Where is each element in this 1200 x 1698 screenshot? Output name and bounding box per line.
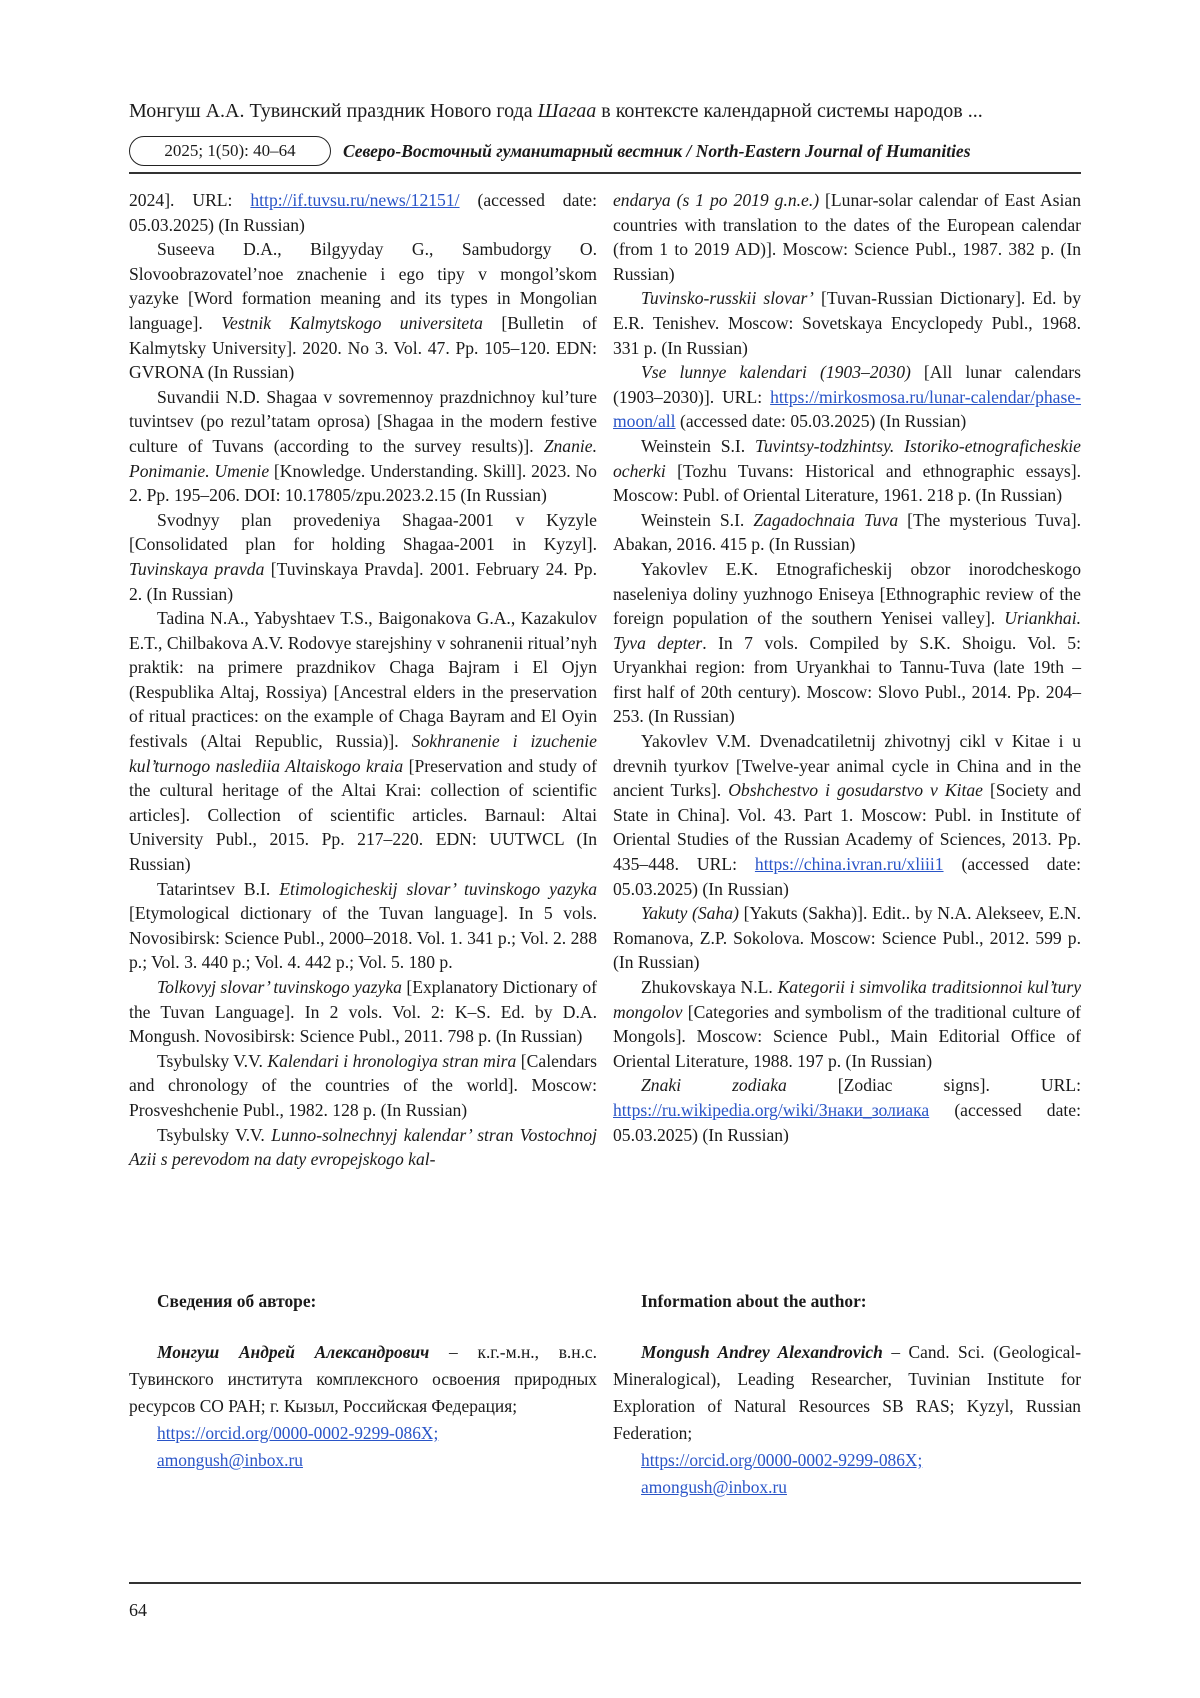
author-info-english — [613, 1288, 1081, 1501]
footer-divider — [129, 1582, 1081, 1584]
reference-link[interactable]: https://mirkosmosa.ru/lunar-calendar/phase-moon/all — [613, 386, 1081, 432]
references-left-column — [129, 188, 597, 1172]
reference-item: Svodnyy plan provedeniya Shagaa-2001 v Kyzyle [Consolidated plan for holding Shagaa-2001 in Kyzyl]. Tuvinskaya pravda [Tuvinskaya Pravda]. 2001. February 24. Pp. 2. (In Russian) — [129, 509, 598, 604]
reference-item: Tatarintsev B.I. Etimologicheskij slovar’ tuvinskogo yazyka [Etymological dictionary of the Tuvan language]. In 5 vols. Novosibirsk: Science Publ., 2000–2018. Vol. 1. 341 p.; Vol. 2. 288 p.; Vol. 3. 440 p.; Vol. 4. 442 p.; Vol. 5. 180 p. — [129, 878, 597, 973]
page-number: 64 — [129, 1600, 147, 1620]
reference-item: Weinstein S.I. Tuvintsy-todzhintsy. Istoriko-etnograficheskie ocherki [Tozhu Tuvans: Historical and ethnographic essays]. Moscow: Publ. of Oriental Literature, 1961. 218 p. (In Russian) — [613, 435, 1081, 506]
author-name: Монгуш Андрей Александрович — [157, 1342, 430, 1362]
author-heading: Information about the author: — [641, 1291, 867, 1311]
reference-item: Zhukovskaya N.L. Kategorii i simvolika traditsionnoi kul’tury mongolov [Categories and symbolism of the traditional culture of Mongols]. Moscow: Science Publ., Main Editorial Office of Oriental Literature, 1988. 197 p. (In Russian) — [613, 977, 1082, 1071]
reference-item: Znaki zodiaka [Zodiac signs]. URL: https://ru.wikipedia.org/wiki/Знаки_золиака (accessed date: 05.03.2025) (In Russian) — [613, 1075, 1081, 1145]
orcid-link[interactable]: https://orcid.org/0000-0002-9299-086X; — [641, 1450, 923, 1470]
journal-name: Северо-Восточный гуманитарный вестник / North-Eastern Journal of Humanities — [343, 141, 971, 161]
reference-item: Tadina N.A., Yabyshtaev T.S., Baigonakova G.A., Kazakulov E.T., Chilbakova A.V. Rodovye starejshiny v sohranenii ritual’nyh praktik: na primere prazdnikov Chaga Bajram i El Ojyn (Respublika Altaj, Rossiya) [Ancestral elders in the preservation of ritual practices: on the example of Chaga Bayram and El Oyin festivals (Altai Republic, Russia)]. Sokhranenie i izuchenie kul’turnogo naslediia Altaiskogo kraia [Preservation and study of the cultural heritage of the Altai Krai: collection of scientific articles]. Collection of scientific articles. Barnaul: Altai University Publ., 2015. Pp. 217–220. EDN: UUTWCL (In Russian) — [129, 608, 597, 875]
reference-item: Tuvinsko-russkii slovar’ [Tuvan-Russian Dictionary]. Ed. by E.R. Tenishev. Moscow: Sovetskaya Encyclopedy Publ., 1968. 331 p. (In Russian) — [613, 288, 1082, 358]
email-link[interactable]: amongush@inbox.ru — [641, 1477, 787, 1497]
references-right-column — [613, 188, 1081, 1147]
reference-item: Vse lunnye kalendari (1903–2030) [All lunar calendars (1903–2030)]. URL: https://mirkosmosa.ru/lunar-calendar/phase-moon/all (accessed date: 05.03.2025) (In Russian) — [613, 362, 1081, 432]
reference-link[interactable]: https://ru.wikipedia.org/wiki/Знаки_золиака — [613, 1099, 930, 1120]
reference-item: Suseeva D.A., Bilgyyday G., Sambudorgy O. Slovoobrazovatel’noe znachenie i ego tipy v mongol’skom yazyke [Word formation meaning and its types in Mongolian language]. Vestnik Kalmytskogo universiteta [Bulletin of Kalmytsky University]. 2020. No 3. Vol. 47. Pp. 105–120. EDN: GVRONA (In Russian) — [129, 239, 597, 383]
reference-item: Suvandii N.D. Shagaa v sovremennoy prazdnichnoy kul’ture tuvintsev (po rezul’tatam oprosa) [Shagaa in the modern festive culture of Tuvans (according to the survey results)]. Znanie. Ponimanie. Umenie [Knowledge. Understanding. Skill]. 2023. No 2. Pp. 195–206. DOI: 10.17805/zpu.2023.2.15 (In Russian) — [129, 386, 597, 506]
orcid-link[interactable]: https://orcid.org/0000-0002-9299-086X; — [157, 1423, 439, 1443]
author-description: Монгуш Андрей Александрович – к.г.-м.н., в.н.с. Тувинского института комплексного освоения природных ресурсов СО РАН; г. Кызыл, Российская Федерация; — [129, 1342, 597, 1416]
reference-item: 2024]. URL: http://if.tuvsu.ru/news/12151/ (accessed date: 05.03.2025) (In Russian) — [129, 190, 597, 235]
author-name: Mongush Andrey Alexandrovich — [641, 1342, 883, 1362]
reference-link[interactable]: https://china.ivran.ru/xliii1 — [754, 854, 944, 875]
reference-item: Yakuty (Saha) [Yakuts (Sakha)]. Edit.. by N.A. Alekseev, E.N. Romanova, Z.P. Sokolova. Moscow: Science Publ., 2012. 599 p. (In Russian) — [613, 903, 1081, 973]
reference-link[interactable]: http://if.tuvsu.ru/news/12151/ — [250, 190, 460, 210]
running-title-text-end: в контексте календарной системы народов ... — [596, 100, 983, 122]
journal-header — [129, 136, 1081, 174]
author-info-russian — [129, 1288, 597, 1474]
reference-item: endarya (s 1 po 2019 g.n.e.) [Lunar-solar calendar of East Asian countries with translation to the dates of the European calendar (from 1 to 2019 AD)]. Moscow: Science Publ., 1987. 382 p. (In Russian) — [613, 190, 1081, 284]
reference-item: Tsybulsky V.V. Lunno-solnechnyj kalendar’ stran Vostochnoj Azii s perevodom na daty evropejskogo kal- — [129, 1124, 597, 1170]
running-title — [129, 98, 1089, 124]
running-title-emphasis: Шагаа — [537, 100, 597, 122]
issue-badge: 2025; 1(50): 40–64 — [129, 136, 331, 166]
reference-item: Yakovlev E.K. Etnograficheskij obzor inorodcheskogo naseleniya doliny yuzhnogo Eniseya [Ethnographic review of the foreign population of the southern Yenisei valley]. Uriankhai. Tyva depter. In 7 vols. Compiled by S.K. Shoigu. Vol. 5: Uryankhai region: from Uryankhai to Tannu-Tuva (late 19th – first half of 20th century). Moscow: Slovo Publ., 2014. Pp. 204–253. (In Russian) — [613, 558, 1081, 727]
reference-item: Tsybulsky V.V. Kalendari i hronologiya stran mira [Calendars and chronology of the countries of the world]. Moscow: Prosveshchenie Publ., 1982. 128 p. (In Russian) — [129, 1050, 597, 1120]
author-heading: Сведения об авторе: — [157, 1291, 317, 1311]
reference-item: Tolkovyj slovar’ tuvinskogo yazyka [Explanatory Dictionary of the Tuvan Language]. In 2 vols. Vol. 2: K–S. Ed. by D.A. Mongush. Novosibirsk: Science Publ., 2011. 798 p. (In Russian) — [129, 977, 597, 1047]
reference-item: Yakovlev V.M. Dvenadcatiletnij zhivotnyj cikl v Kitae i u drevnih tyurkov [Twelve-year animal cycle in China and in the ancient Turks]. Obshchestvo i gosudarstvo v Kitae [Society and State in China]. Vol. 43. Part 1. Moscow: Publ. in Institute of Oriental Studies of the Russian Academy of Sciences, 2013. Pp. 435–448. URL: https://china.ivran.ru/xliii1 (accessed date: 05.03.2025) (In Russian) — [613, 731, 1081, 899]
running-title-text: Монгуш А.А. Тувинский праздник Нового года — [129, 100, 538, 122]
author-description: Mongush Andrey Alexandrovich – Cand. Sci. (Geological-Mineralogical), Leading Researcher, Tuvinian Institute for Exploration of Natural Resources SB RAS; Kyzyl, Russian Federation; — [613, 1342, 1082, 1443]
reference-item: Weinstein S.I. Zagadochnaia Tuva [The mysterious Tuva]. Abakan, 2016. 415 p. (In Russian) — [613, 509, 1081, 555]
email-link[interactable]: amongush@inbox.ru — [157, 1450, 303, 1470]
